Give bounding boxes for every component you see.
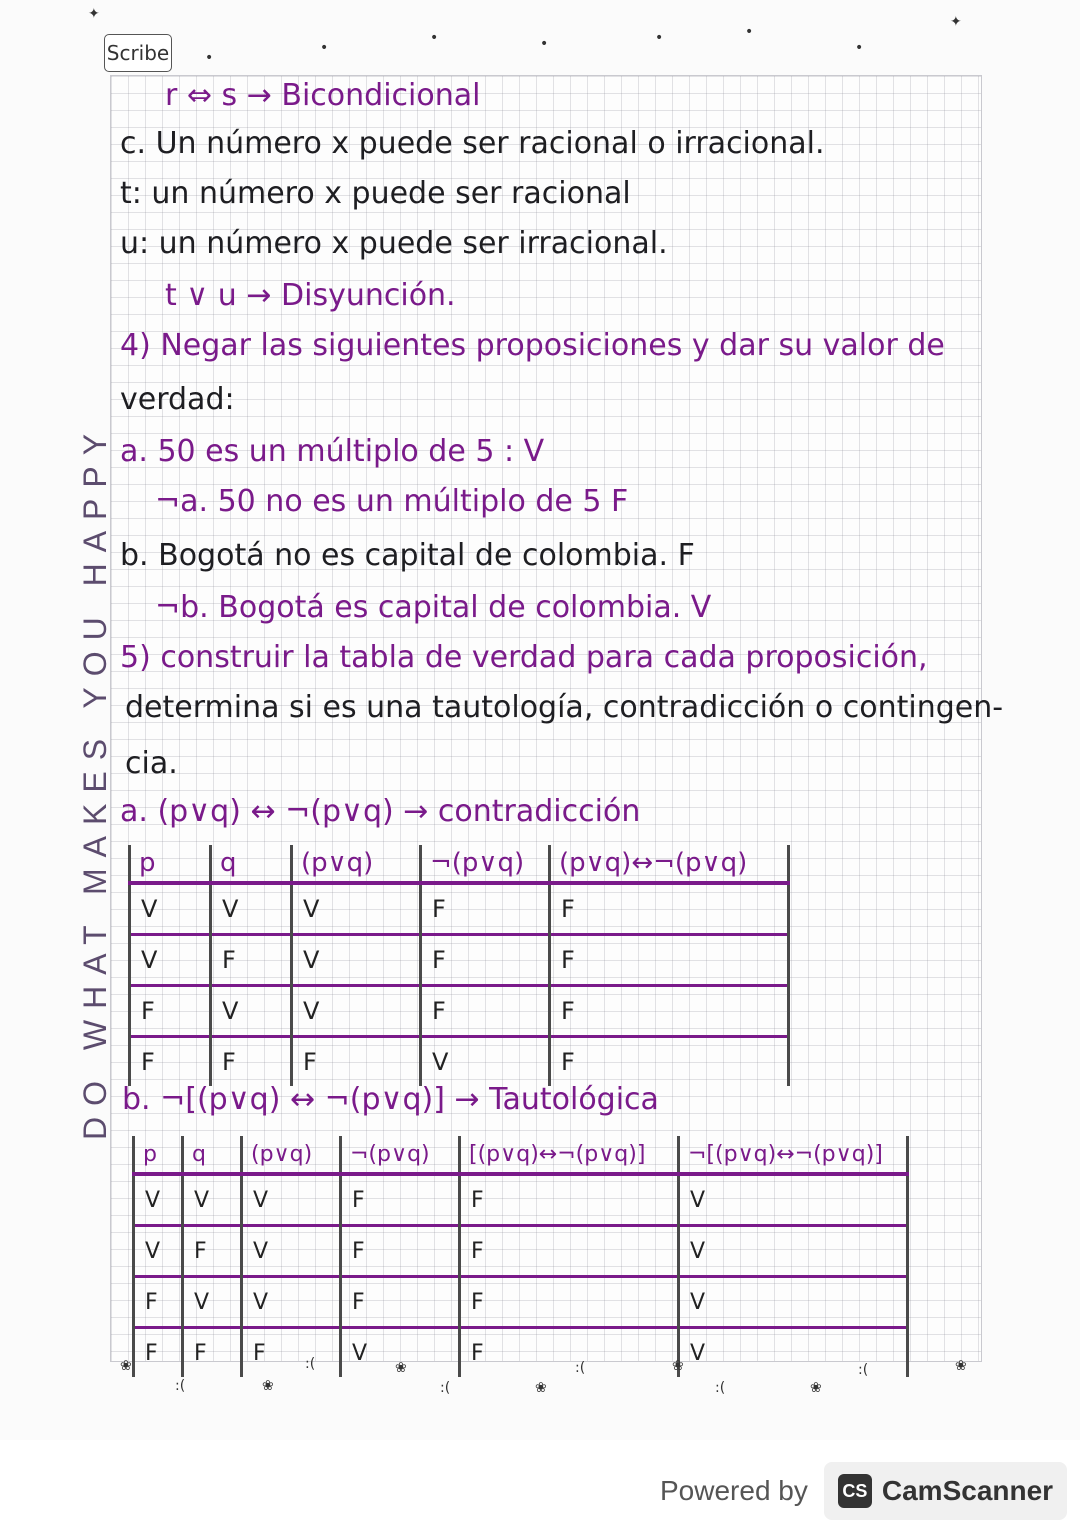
truth-table-b <box>132 1136 909 1377</box>
table-cell: V <box>679 1328 908 1378</box>
table-cell: F <box>550 883 789 935</box>
table-cell: V <box>292 935 421 986</box>
table-cell: V <box>341 1328 460 1378</box>
line-a <box>120 434 544 469</box>
col-header: ¬[(p∨q)↔¬(p∨q)] <box>679 1136 908 1174</box>
table-cell: F <box>183 1226 242 1277</box>
table-row <box>134 1174 908 1226</box>
line-a-text: a. 50 es un múltiplo de 5 : V <box>120 434 545 469</box>
table-cell: V <box>211 986 292 1037</box>
table-cell: F <box>211 1037 292 1087</box>
table-row <box>130 1037 789 1087</box>
table-cell: F <box>550 935 789 986</box>
truth-table-a <box>128 845 790 1086</box>
line-disjunction-text: t ∨ u → Disyunción. <box>165 278 456 313</box>
col-header: (p∨q) <box>292 845 421 883</box>
table-cell: V <box>211 883 292 935</box>
col-header: ¬(p∨q) <box>341 1136 460 1174</box>
col-header: (p∨q) <box>242 1136 341 1174</box>
table-cell: F <box>130 1037 211 1087</box>
powered-by-text: Powered by <box>660 1475 808 1506</box>
camscanner-label: CamScanner <box>881 1475 1054 1506</box>
table-cell: F <box>460 1174 679 1226</box>
table-cell: V <box>242 1226 341 1277</box>
table-cell: F <box>211 935 292 986</box>
table-cell: V <box>679 1174 908 1226</box>
table-cell: V <box>292 986 421 1037</box>
table-row <box>134 1328 908 1378</box>
col-header: [(p∨q)↔¬(p∨q)] <box>460 1136 679 1174</box>
table-cell: F <box>341 1174 460 1226</box>
table-header-row <box>134 1136 908 1174</box>
line-biconditional-text: r ⇔ s → Bicondicional <box>165 78 481 113</box>
line-disjunction <box>165 278 456 313</box>
line-c: c. Un número x puede ser racional o irracional. <box>120 126 825 161</box>
col-header: (p∨q)↔¬(p∨q) <box>550 845 789 883</box>
table-cell: F <box>130 986 211 1037</box>
table-cell: F <box>421 883 550 935</box>
table-cell: V <box>130 883 211 935</box>
table-cell: F <box>183 1328 242 1378</box>
side-slogan: DO WHAT MAKES YOU HAPPY <box>76 422 113 1140</box>
table-cell: F <box>242 1328 341 1378</box>
table-cell: F <box>550 986 789 1037</box>
line-not-b <box>155 590 711 625</box>
line-t: t: un número x puede ser racional <box>120 176 631 211</box>
table-cell: V <box>183 1174 242 1226</box>
line-u: u: un número x puede ser irracional. <box>120 226 668 261</box>
table-cell: V <box>292 883 421 935</box>
line-b: b. Bogotá no es capital de colombia. F <box>120 538 695 573</box>
table-cell: V <box>242 1174 341 1226</box>
table-row <box>130 883 789 935</box>
exercise-5-title-end: cia. <box>125 746 178 781</box>
table-cell: F <box>134 1277 183 1328</box>
table-cell: V <box>134 1174 183 1226</box>
table-cell: V <box>242 1277 341 1328</box>
truth-table-a-grid <box>128 845 790 1086</box>
table-cell: F <box>341 1226 460 1277</box>
exercise-5-title-cont: determina si es una tautología, contradicción o contingen- <box>125 690 1004 725</box>
line-5b-text: b. ¬[(p∨q) ↔ ¬(p∨q)] → Tautológica <box>122 1082 659 1117</box>
table-cell: V <box>421 1037 550 1087</box>
table-header-row <box>130 845 789 883</box>
table-cell: F <box>460 1277 679 1328</box>
line-not-b-text: ¬b. Bogotá es capital de colombia. V <box>155 590 712 625</box>
line-not-a <box>155 484 628 519</box>
table-cell: F <box>292 1037 421 1087</box>
col-header: q <box>183 1136 242 1174</box>
brand-logo: Scribe <box>104 34 172 72</box>
table-cell: F <box>134 1328 183 1378</box>
table-cell: F <box>550 1037 789 1087</box>
table-cell: F <box>421 986 550 1037</box>
table-cell: V <box>679 1277 908 1328</box>
table-row <box>130 935 789 986</box>
col-header: ¬(p∨q) <box>421 845 550 883</box>
table-cell: V <box>130 935 211 986</box>
truth-table-b-grid <box>132 1136 909 1377</box>
table-cell: V <box>134 1226 183 1277</box>
table-cell: V <box>679 1226 908 1277</box>
scanner-footer <box>660 1462 1067 1520</box>
table-cell: F <box>341 1277 460 1328</box>
table-cell: F <box>421 935 550 986</box>
table-row <box>130 986 789 1037</box>
line-5b <box>122 1082 659 1117</box>
exercise-4-title: 4) Negar las siguientes proposiciones y dar su valor de <box>120 328 945 363</box>
exercise-5-title: 5) construir la tabla de verdad para cada proposición, <box>120 640 928 675</box>
camscanner-badge <box>824 1462 1067 1520</box>
table-row <box>134 1226 908 1277</box>
line-5a <box>120 794 640 829</box>
table-row <box>134 1277 908 1328</box>
line-not-a-text: ¬a. 50 no es un múltiplo de 5 F <box>155 484 629 519</box>
camscanner-logo-icon: CS <box>838 1474 872 1508</box>
table-cell: F <box>460 1328 679 1378</box>
line-biconditional <box>165 78 480 113</box>
col-header: p <box>134 1136 183 1174</box>
col-header: p <box>130 845 211 883</box>
col-header: q <box>211 845 292 883</box>
exercise-4-title-cont: verdad: <box>120 382 235 417</box>
line-5a-text: a. (p∨q) ↔ ¬(p∨q) → contradicción <box>120 794 641 829</box>
table-cell: V <box>183 1277 242 1328</box>
table-cell: F <box>460 1226 679 1277</box>
